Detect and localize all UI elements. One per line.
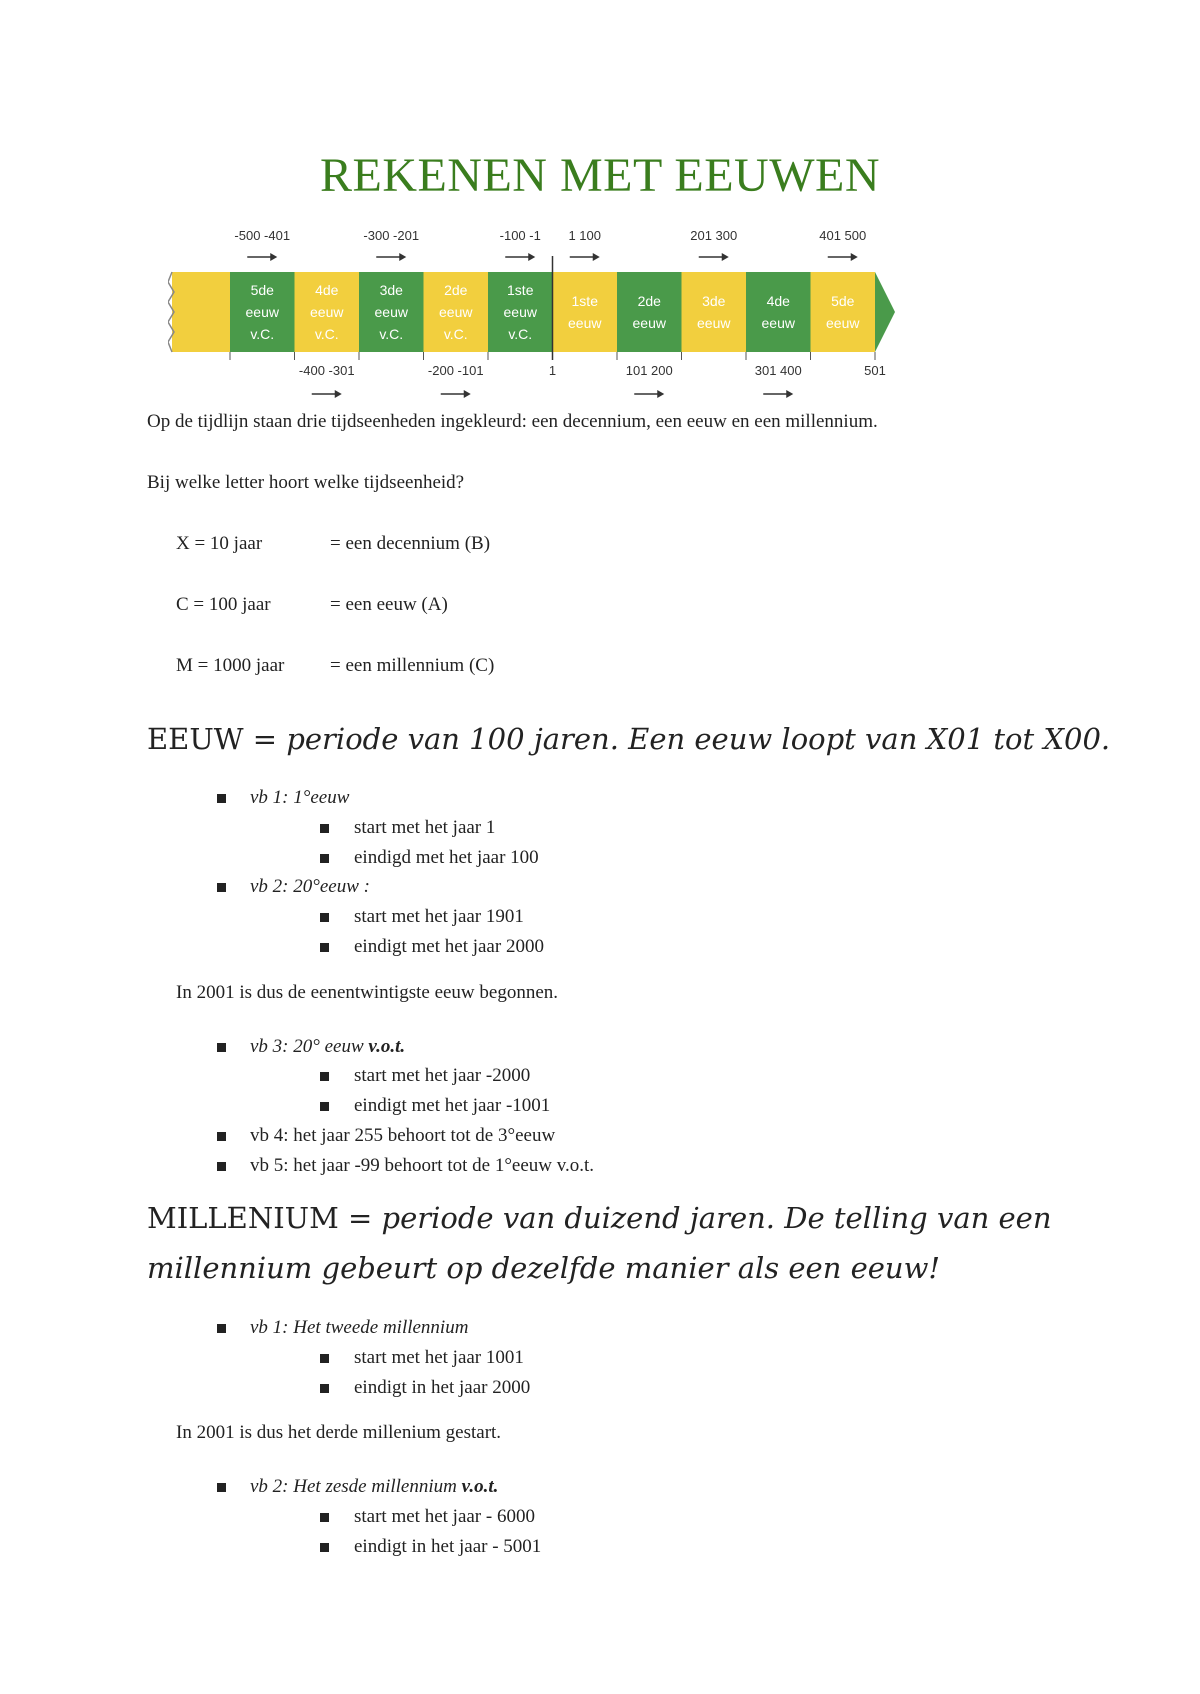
timeline-arrowhead	[875, 272, 895, 352]
direction-arrow-head	[335, 390, 342, 398]
millenium-note: In 2001 is dus het derde millenium gestart.	[176, 1422, 502, 1443]
direction-arrow-head	[786, 390, 793, 398]
direction-arrow-head	[528, 253, 535, 261]
bullet-icon	[320, 1384, 329, 1393]
equation-left: M = 1000 jaar	[176, 655, 285, 676]
year-range-label: 501	[864, 363, 886, 378]
direction-arrow-head	[851, 253, 858, 261]
millenium-heading	[147, 1201, 1052, 1235]
segment-label: eeuw	[632, 315, 666, 331]
millenium-heading-definition: periode van duizend jaren. De telling van een	[381, 1201, 1052, 1235]
timeline-segment	[682, 272, 747, 352]
list-item: vb 1: Het tweede millennium	[250, 1317, 469, 1338]
direction-arrow-head	[657, 390, 664, 398]
bullet-icon	[320, 1513, 329, 1522]
direction-arrow-head	[399, 253, 406, 261]
segment-label: v.C.	[508, 326, 533, 342]
millenium-heading-definition: millennium gebeurt op dezelfde manier als een eeuw!	[147, 1251, 941, 1285]
list-item: start met het jaar 1001	[354, 1347, 524, 1368]
list-item-label: vb 2: Het zesde millennium	[250, 1476, 462, 1497]
list-item: eindigt in het jaar - 5001	[354, 1536, 542, 1557]
equation-right: = een eeuw (A)	[330, 594, 448, 615]
segment-label: 3de	[702, 293, 726, 309]
segment-label: v.C.	[250, 326, 275, 342]
segment-label: 5de	[250, 282, 274, 298]
millenium-heading-continued	[147, 1251, 940, 1285]
list-item-emphasis: v.o.t.	[461, 1476, 499, 1497]
timeline-segment	[617, 272, 682, 352]
eeuw-note: In 2001 is dus de eenentwintigste eeuw begonnen.	[176, 982, 559, 1003]
equation-right: = een millennium (C)	[330, 655, 495, 676]
segment-label: eeuw	[503, 304, 537, 320]
timeline-segment	[172, 272, 230, 352]
segment-label: v.C.	[314, 326, 339, 342]
direction-arrow-head	[270, 253, 277, 261]
bullet-icon	[217, 1162, 226, 1171]
segment-label: v.C.	[443, 326, 468, 342]
timeline-diagram	[168, 228, 908, 403]
bullet-icon	[320, 1543, 329, 1552]
bullet-icon	[320, 913, 329, 922]
bullet-icon	[217, 1132, 226, 1141]
bullet-icon	[320, 854, 329, 863]
segment-label: 4de	[315, 282, 339, 298]
bullet-icon	[320, 1354, 329, 1363]
list-item: start met het jaar - 6000	[354, 1506, 535, 1527]
direction-arrow-head	[722, 253, 729, 261]
year-range-label: 301 400	[754, 363, 802, 378]
direction-arrow-head	[593, 253, 600, 261]
list-item: vb 5: het jaar -99 behoort tot de 1°eeuw v.o.t.	[250, 1155, 595, 1176]
segment-label: eeuw	[761, 315, 795, 331]
list-item: vb 1: 1°eeuw	[250, 787, 350, 808]
timeline-segment	[811, 272, 876, 352]
bullet-icon	[320, 1102, 329, 1111]
eeuw-heading	[147, 722, 1110, 756]
segment-label: 4de	[766, 293, 790, 309]
year-range-label: -300 -201	[363, 228, 420, 243]
list-item: eindigt in het jaar 2000	[354, 1377, 531, 1398]
bullet-icon	[217, 883, 226, 892]
year-range-label: 1	[548, 363, 557, 378]
segment-label: 2de	[637, 293, 661, 309]
page-title: REKENEN MET EEUWEN	[319, 149, 880, 202]
year-range-label: 1 100	[568, 228, 602, 243]
millenium-heading-lead: MILLENIUM =	[147, 1201, 382, 1235]
list-item: start met het jaar -2000	[354, 1065, 531, 1086]
year-range-label: -200 -101	[427, 363, 484, 378]
equation-right: = een decennium (B)	[330, 533, 491, 554]
eeuw-heading-lead: EEUW =	[147, 722, 287, 756]
list-item: start met het jaar 1901	[354, 906, 524, 927]
segment-label: eeuw	[826, 315, 860, 331]
segment-label: eeuw	[697, 315, 731, 331]
intro-text: Op de tijdlijn staan drie tijdseenheden ingekleurd: een decennium, een eeuw en een millennium.	[147, 411, 878, 432]
bullet-icon	[217, 1043, 226, 1052]
list-item	[250, 1036, 405, 1058]
equation-left: X = 10 jaar	[176, 533, 263, 554]
bullet-icon	[217, 1324, 226, 1333]
segment-label: eeuw	[310, 304, 344, 320]
segment-label: eeuw	[439, 304, 473, 320]
segment-label: 3de	[379, 282, 403, 298]
year-range-label: -100 -1	[499, 228, 541, 243]
segment-label: 1ste	[571, 293, 598, 309]
eeuw-heading-definition: periode van 100 jaren. Een eeuw loopt van X01 tot X00.	[286, 722, 1111, 756]
equation-left: C = 100 jaar	[176, 594, 271, 615]
segment-label: eeuw	[245, 304, 279, 320]
segment-label: 1ste	[507, 282, 534, 298]
list-item	[250, 1476, 498, 1498]
list-item: vb 2: 20°eeuw :	[250, 876, 370, 897]
list-item-emphasis: v.o.t.	[368, 1036, 406, 1057]
year-range-label: 401 500	[819, 228, 867, 243]
year-range-label: 101 200	[625, 363, 673, 378]
timeline-segment	[553, 272, 618, 352]
segment-label: eeuw	[374, 304, 408, 320]
list-item: eindigt met het jaar 2000	[354, 936, 544, 957]
segment-label: 2de	[444, 282, 468, 298]
timeline-segment	[746, 272, 811, 352]
bullet-icon	[320, 824, 329, 833]
bullet-icon	[320, 943, 329, 952]
bullet-icon	[217, 1483, 226, 1492]
year-range-label: -500 -401	[234, 228, 291, 243]
year-range-label: 201 300	[690, 228, 738, 243]
segment-label: v.C.	[379, 326, 404, 342]
list-item: eindigd met het jaar 100	[354, 847, 539, 868]
question-text: Bij welke letter hoort welke tijdseenheid?	[147, 472, 465, 493]
list-item: eindigt met het jaar -1001	[354, 1095, 551, 1116]
bullet-icon	[320, 1072, 329, 1081]
year-range-label: -400 -301	[298, 363, 355, 378]
segment-label: eeuw	[568, 315, 602, 331]
list-item: start met het jaar 1	[354, 817, 496, 838]
bullet-icon	[217, 794, 226, 803]
direction-arrow-head	[464, 390, 471, 398]
list-item: vb 4: het jaar 255 behoort tot de 3°eeuw	[250, 1125, 556, 1146]
list-item-label: vb 3: 20° eeuw	[250, 1036, 369, 1057]
segment-label: 5de	[831, 293, 855, 309]
